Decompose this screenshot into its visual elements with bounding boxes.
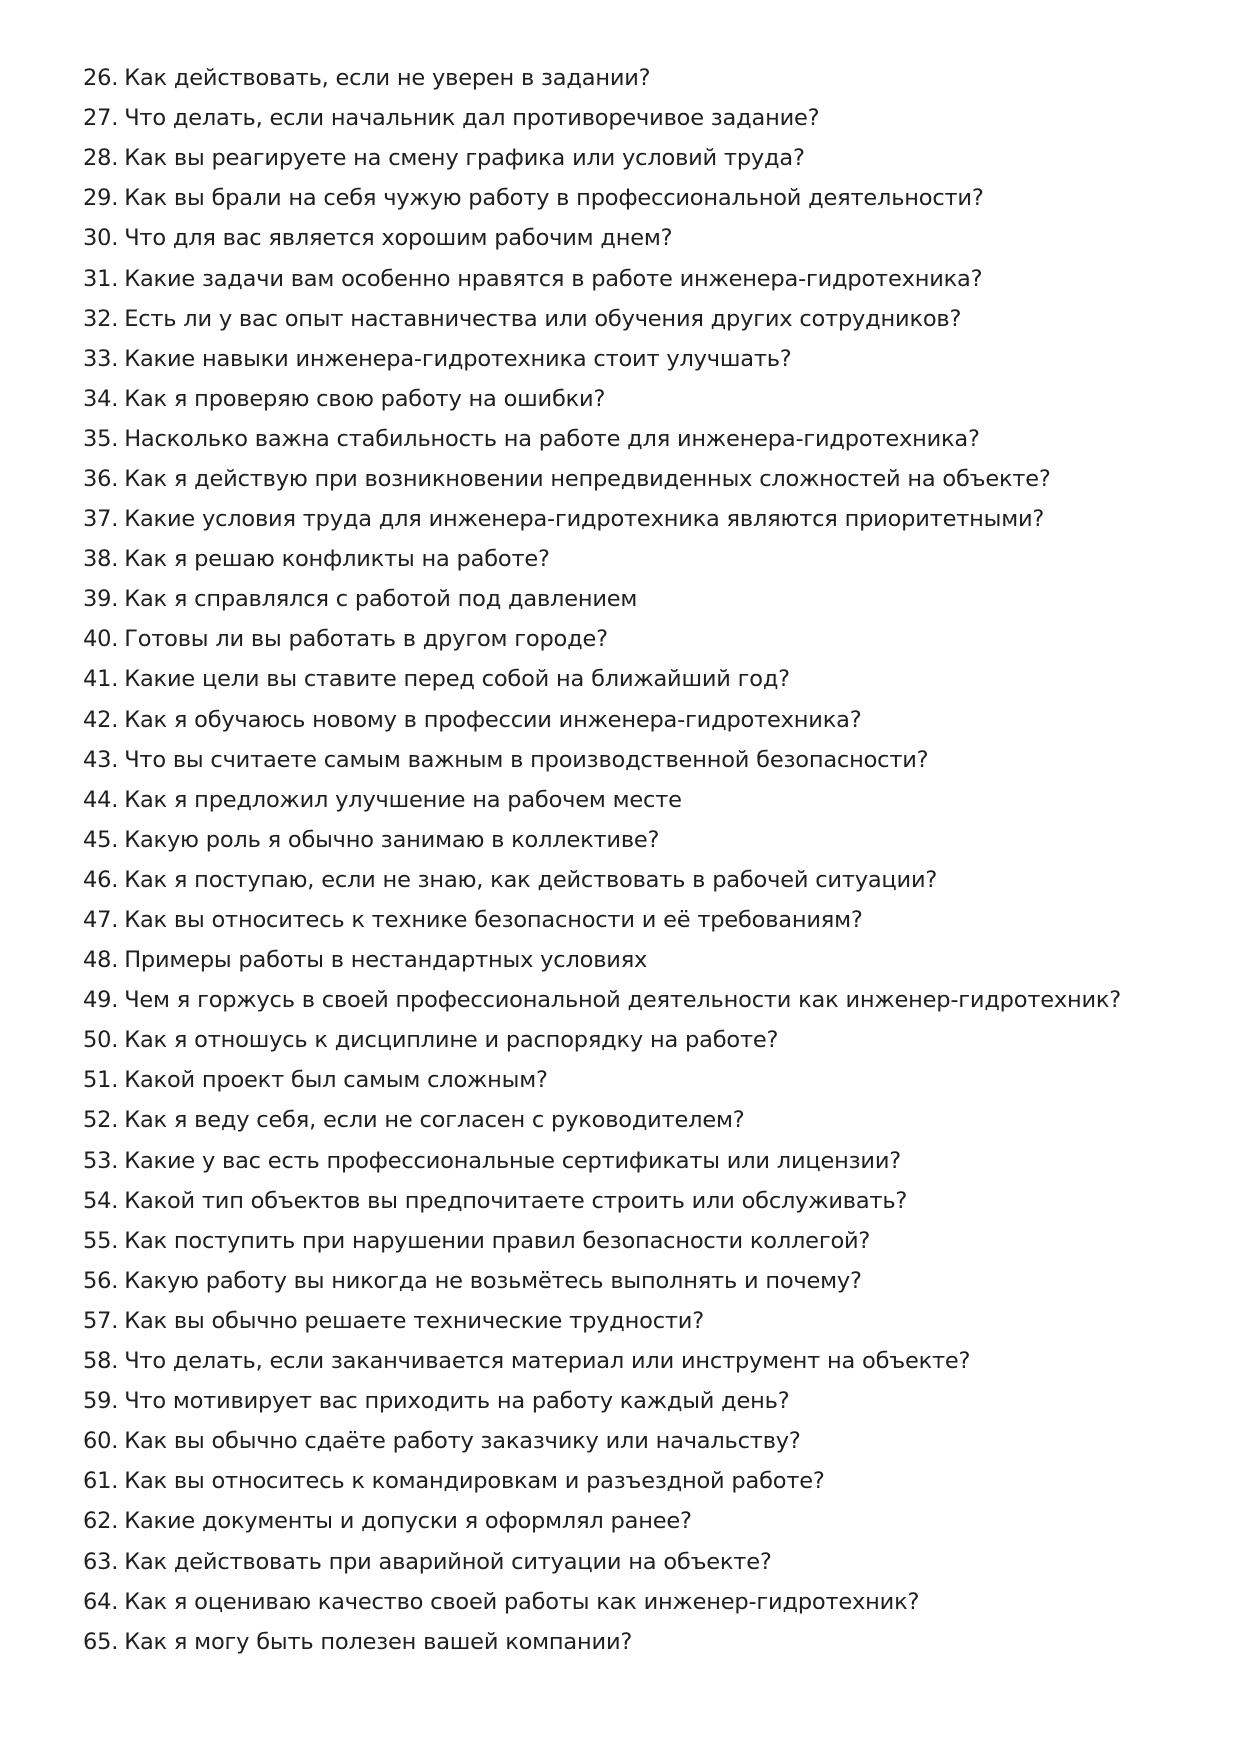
question-text: Как я могу быть полезен вашей компании? <box>124 1628 633 1655</box>
question-item <box>83 1622 1203 1662</box>
question-text: Как вы обычно сдаёте работу заказчику или начальству? <box>124 1428 801 1455</box>
question-number: 60. <box>83 1428 119 1455</box>
question-item <box>83 379 1203 419</box>
question-item <box>83 58 1203 98</box>
question-text: Какие навыки инженера-гидротехника стоит улучшать? <box>124 345 792 372</box>
question-item <box>83 1461 1203 1501</box>
question-text: Есть ли у вас опыт наставничества или обучения других сотрудников? <box>124 305 962 332</box>
question-number: 48. <box>83 947 119 974</box>
question-text: Какие условия труда для инженера-гидротехника являются приоритетными? <box>124 506 1045 533</box>
question-text: Как я проверяю свою работу на ошибки? <box>124 385 606 412</box>
question-text: Как вы брали на себя чужую работу в профессиональной деятельности? <box>124 185 984 212</box>
question-text: Какой проект был самым сложным? <box>124 1067 548 1094</box>
question-item <box>83 820 1203 860</box>
question-item <box>83 138 1203 178</box>
question-item <box>83 1141 1203 1181</box>
question-text: Примеры работы в нестандартных условиях <box>124 947 648 974</box>
question-number: 38. <box>83 546 119 573</box>
question-item <box>83 740 1203 780</box>
question-list <box>83 58 1203 1662</box>
question-text: Готовы ли вы работать в другом городе? <box>124 626 608 653</box>
question-number: 62. <box>83 1508 119 1535</box>
question-number: 64. <box>83 1588 119 1615</box>
question-text: Как я решаю конфликты на работе? <box>124 546 550 573</box>
question-number: 58. <box>83 1348 119 1375</box>
question-text: Как действовать, если не уверен в задании? <box>124 65 651 92</box>
question-text: Как вы реагируете на смену графика или условий труда? <box>124 145 805 172</box>
question-item <box>83 258 1203 298</box>
question-text: Как я обучаюсь новому в профессии инженера-гидротехника? <box>124 706 862 733</box>
question-item <box>83 1421 1203 1461</box>
question-item <box>83 1541 1203 1581</box>
question-number: 29. <box>83 185 119 212</box>
question-number: 30. <box>83 225 119 252</box>
question-item <box>83 1060 1203 1100</box>
question-item <box>83 178 1203 218</box>
question-number: 33. <box>83 345 119 372</box>
question-item <box>83 579 1203 619</box>
question-text: Как вы относитесь к командировкам и разъездной работе? <box>124 1468 825 1495</box>
question-item <box>83 940 1203 980</box>
question-item <box>83 1181 1203 1221</box>
question-number: 65. <box>83 1628 119 1655</box>
question-item <box>83 700 1203 740</box>
question-text: Что делать, если заканчивается материал или инструмент на объекте? <box>124 1348 971 1375</box>
question-text: Как вы относитесь к технике безопасности и её требованиям? <box>124 907 863 934</box>
question-number: 54. <box>83 1187 119 1214</box>
question-item <box>83 860 1203 900</box>
question-number: 41. <box>83 666 119 693</box>
question-item <box>83 539 1203 579</box>
question-number: 42. <box>83 706 119 733</box>
question-item <box>83 1221 1203 1261</box>
question-number: 28. <box>83 145 119 172</box>
question-item <box>83 1261 1203 1301</box>
question-number: 45. <box>83 826 119 853</box>
question-text: Как я действую при возникновении непредвиденных сложностей на объекте? <box>124 465 1051 492</box>
question-number: 53. <box>83 1147 119 1174</box>
question-text: Какую роль я обычно занимаю в коллективе? <box>124 826 660 853</box>
question-text: Как я оцениваю качество своей работы как инженер-гидротехник? <box>124 1588 920 1615</box>
question-item <box>83 900 1203 940</box>
question-number: 43. <box>83 746 119 773</box>
question-number: 31. <box>83 265 119 292</box>
question-number: 49. <box>83 987 119 1014</box>
question-item <box>83 659 1203 699</box>
question-item <box>83 419 1203 459</box>
question-item <box>83 619 1203 659</box>
question-text: Как действовать при аварийной ситуации на объекте? <box>124 1548 772 1575</box>
question-item <box>83 98 1203 138</box>
question-item <box>83 1100 1203 1140</box>
question-item <box>83 1582 1203 1622</box>
question-number: 35. <box>83 425 119 452</box>
question-item <box>83 1501 1203 1541</box>
question-item <box>83 1381 1203 1421</box>
question-item <box>83 980 1203 1020</box>
question-number: 51. <box>83 1067 119 1094</box>
question-text: Чем я горжусь в своей профессиональной деятельности как инженер-гидротехник? <box>124 987 1122 1014</box>
question-item <box>83 1341 1203 1381</box>
question-number: 36. <box>83 465 119 492</box>
question-number: 27. <box>83 105 119 132</box>
question-number: 47. <box>83 907 119 934</box>
question-text: Что вы считаете самым важным в производственной безопасности? <box>124 746 929 773</box>
question-text: Как я поступаю, если не знаю, как действовать в рабочей ситуации? <box>124 866 938 893</box>
question-item <box>83 1301 1203 1341</box>
question-text: Какие цели вы ставите перед собой на ближайший год? <box>124 666 790 693</box>
question-text: Как я предложил улучшение на рабочем месте <box>124 786 682 813</box>
question-number: 44. <box>83 786 119 813</box>
question-text: Какую работу вы никогда не возьмётесь выполнять и почему? <box>124 1267 862 1294</box>
question-number: 52. <box>83 1107 119 1134</box>
question-number: 57. <box>83 1307 119 1334</box>
question-text: Какой тип объектов вы предпочитаете строить или обслуживать? <box>124 1187 908 1214</box>
question-item <box>83 499 1203 539</box>
question-text: Насколько важна стабильность на работе для инженера-гидротехника? <box>124 425 980 452</box>
question-number: 55. <box>83 1227 119 1254</box>
question-item <box>83 1020 1203 1060</box>
question-text: Какие документы и допуски я оформлял ранее? <box>124 1508 692 1535</box>
question-number: 37. <box>83 506 119 533</box>
question-number: 39. <box>83 586 119 613</box>
question-text: Как я справлялся с работой под давлением <box>124 586 638 613</box>
question-number: 56. <box>83 1267 119 1294</box>
question-item <box>83 339 1203 379</box>
question-text: Что мотивирует вас приходить на работу каждый день? <box>124 1388 790 1415</box>
question-text: Что для вас является хорошим рабочим днем? <box>124 225 673 252</box>
question-text: Как я отношусь к дисциплине и распорядку на работе? <box>124 1027 779 1054</box>
question-number: 46. <box>83 866 119 893</box>
question-text: Как поступить при нарушении правил безопасности коллегой? <box>124 1227 871 1254</box>
question-text: Какие у вас есть профессиональные сертификаты или лицензии? <box>124 1147 901 1174</box>
question-item <box>83 780 1203 820</box>
question-text: Как вы обычно решаете технические трудности? <box>124 1307 704 1334</box>
question-item <box>83 299 1203 339</box>
question-text: Какие задачи вам особенно нравятся в работе инженера-гидротехника? <box>124 265 983 292</box>
question-number: 63. <box>83 1548 119 1575</box>
question-number: 26. <box>83 65 119 92</box>
question-text: Как я веду себя, если не согласен с руководителем? <box>124 1107 745 1134</box>
question-number: 50. <box>83 1027 119 1054</box>
question-number: 40. <box>83 626 119 653</box>
question-text: Что делать, если начальник дал противоречивое задание? <box>124 105 820 132</box>
question-number: 32. <box>83 305 119 332</box>
question-item <box>83 218 1203 258</box>
question-number: 59. <box>83 1388 119 1415</box>
question-item <box>83 459 1203 499</box>
question-number: 34. <box>83 385 119 412</box>
question-number: 61. <box>83 1468 119 1495</box>
